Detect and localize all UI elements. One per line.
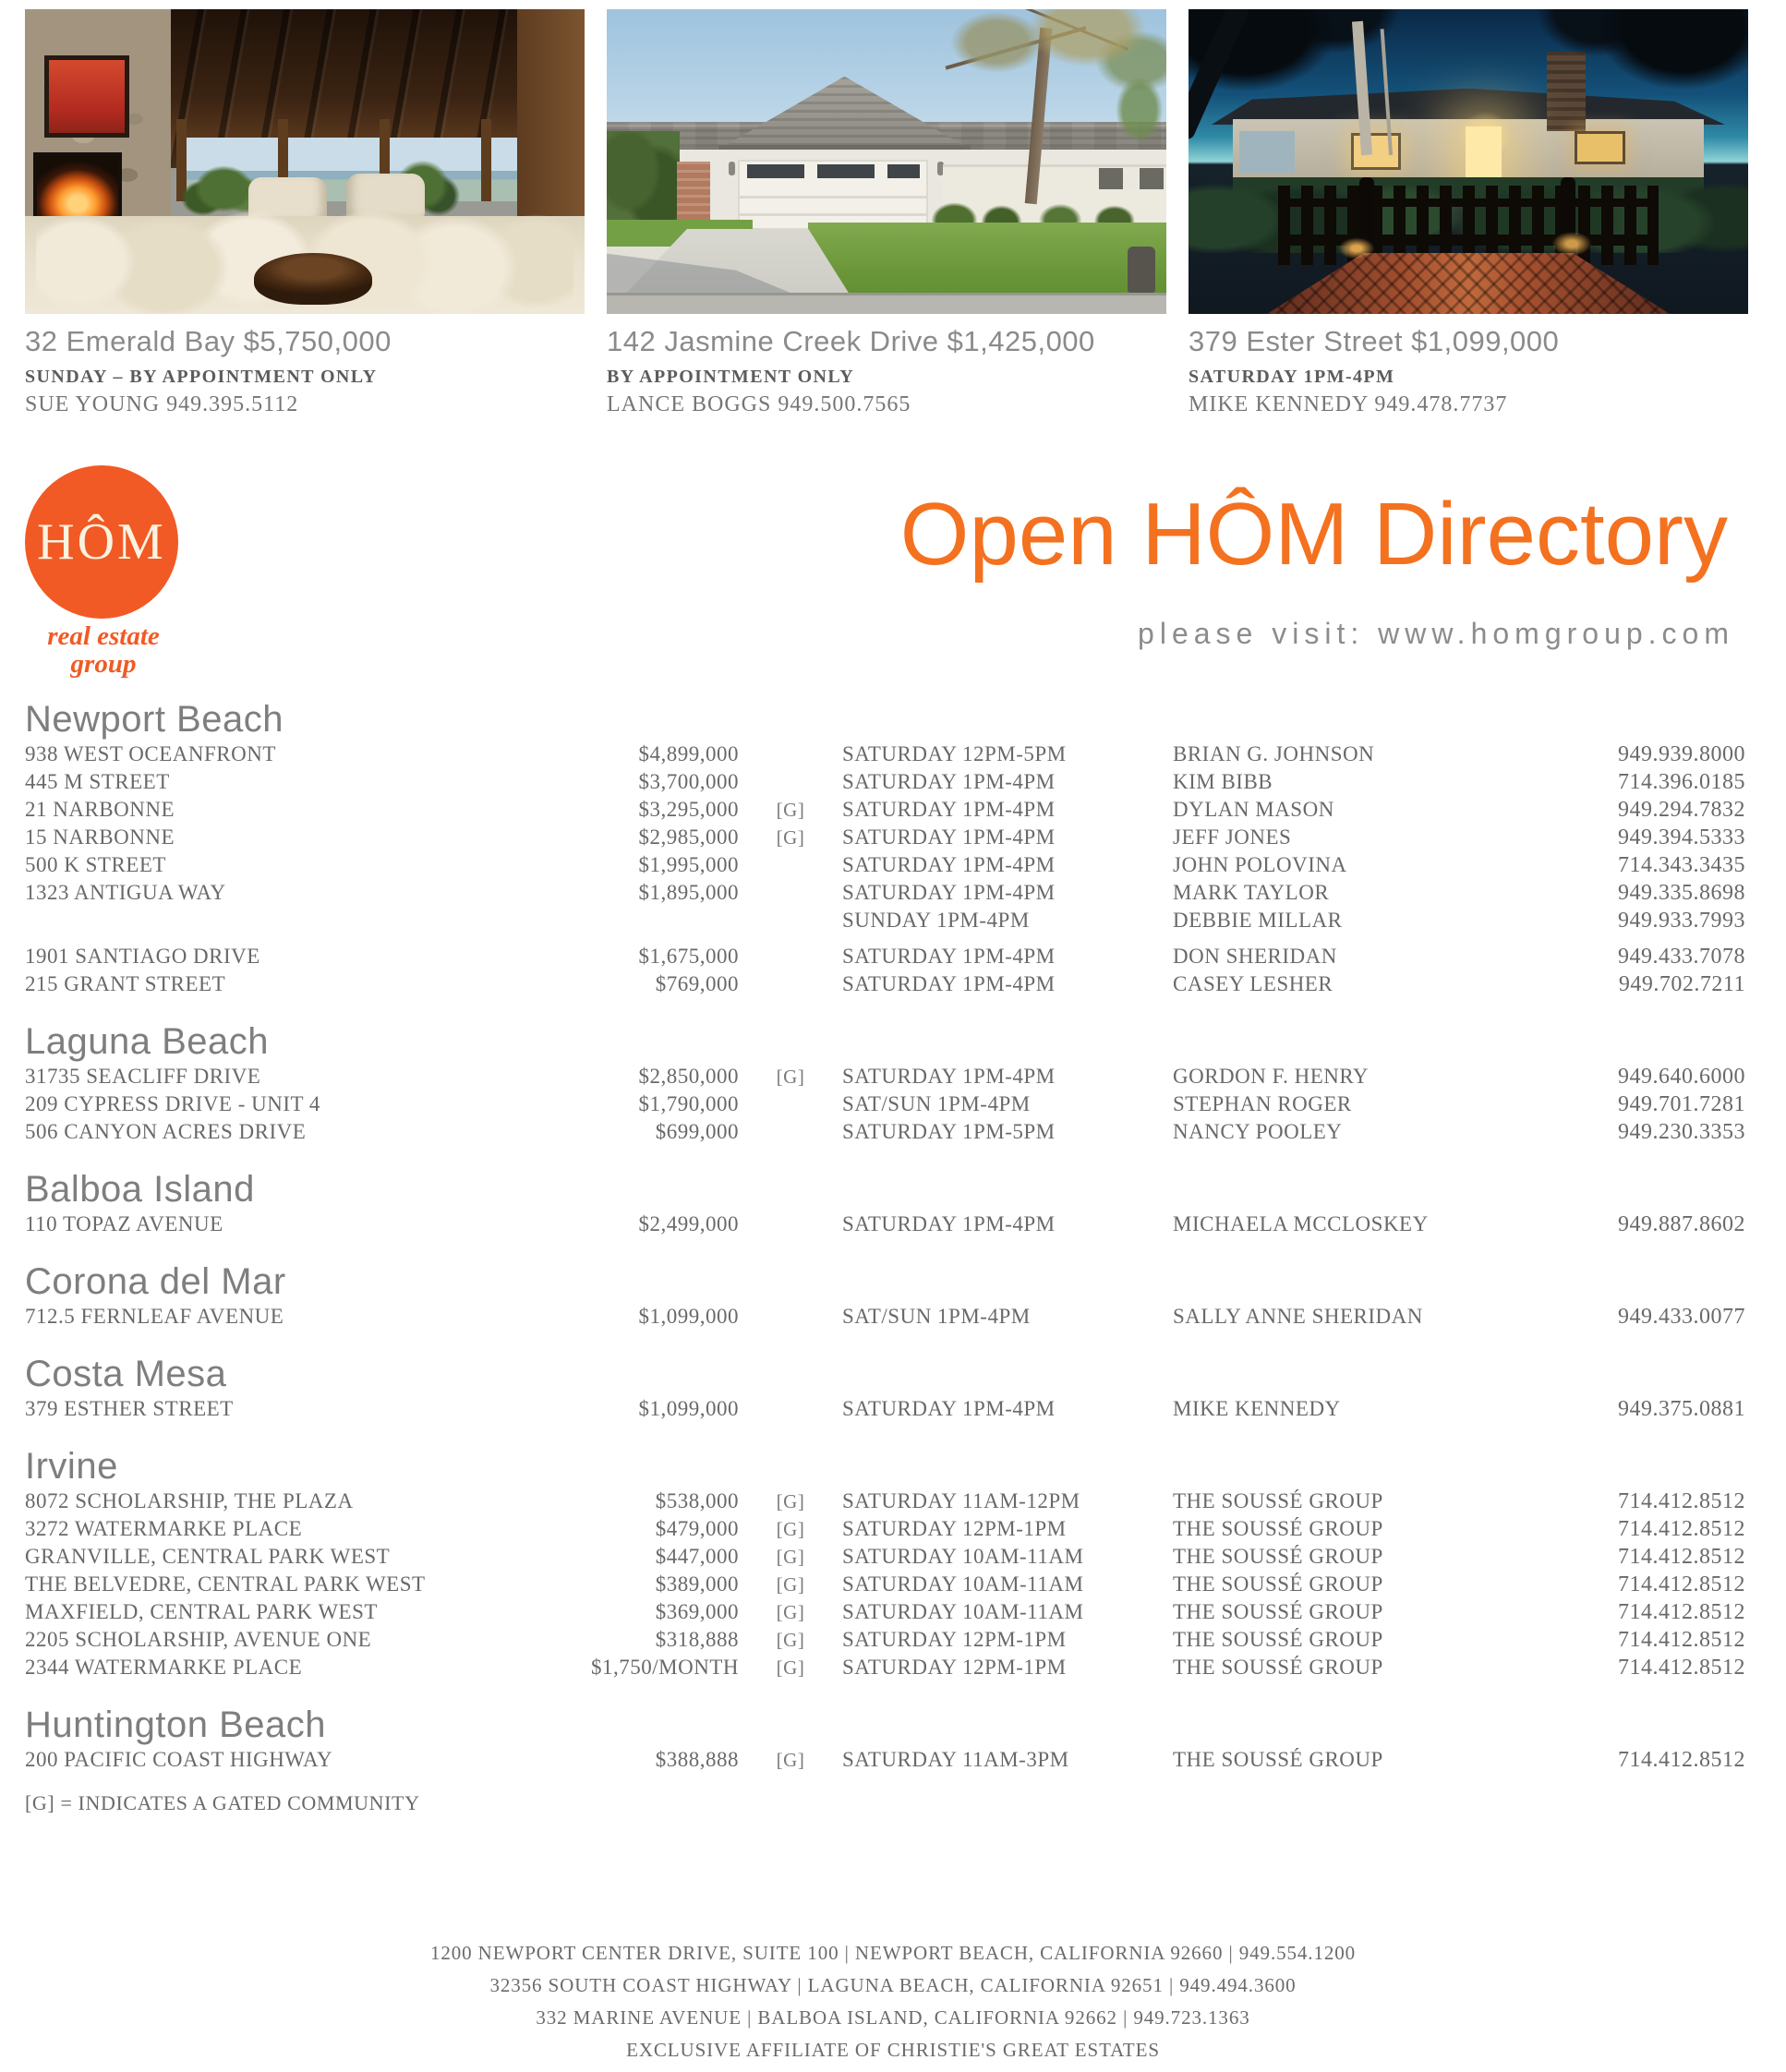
listing-agent: STEPHAN ROGER <box>1173 1092 1352 1115</box>
listing-row <box>25 1654 1745 1681</box>
caption-schedule: SUNDAY – BY APPOINTMENT ONLY <box>25 367 378 387</box>
listing-row <box>25 1626 1745 1654</box>
caption-address-price: 142 Jasmine Creek Drive $1,425,000 <box>607 325 1095 357</box>
listing-agent: DON SHERIDAN <box>1173 945 1337 968</box>
gated-badge <box>739 851 842 879</box>
listing-schedule: SAT/SUN 1PM-4PM <box>842 1092 1031 1115</box>
listing-address: 938 WEST OCEANFRONT <box>25 742 276 765</box>
logo-tagline <box>22 622 185 678</box>
listing-address: MAXFIELD, CENTRAL PARK WEST <box>25 1600 378 1623</box>
listing-price: $318,888 <box>655 1628 739 1651</box>
listing-schedule: SAT/SUN 1PM-4PM <box>842 1305 1031 1328</box>
city-section <box>25 1020 1745 1146</box>
listing-row <box>25 1746 1745 1774</box>
featured-photos <box>25 9 1748 314</box>
listing-schedule: SATURDAY 1PM-4PM <box>842 798 1056 821</box>
website-url: please visit: www.homgroup.com <box>1138 617 1734 650</box>
listing-phone: 949.335.8698 <box>1618 881 1745 905</box>
listing-schedule: SATURDAY 1PM-4PM <box>842 1212 1056 1235</box>
listing-address: 506 CANYON ACRES DRIVE <box>25 1120 307 1143</box>
listing-agent: THE SOUSSÉ GROUP <box>1173 1572 1383 1596</box>
listing-phone: 949.701.7281 <box>1618 1092 1745 1116</box>
listing-phone: 949.640.6000 <box>1618 1065 1745 1089</box>
listing-row <box>25 741 1745 768</box>
listing-phone: 949.887.8602 <box>1618 1212 1745 1236</box>
caption-agent-phone: SUE YOUNG 949.395.5112 <box>25 392 299 416</box>
gated-badge: [G] <box>776 1656 805 1679</box>
listing-schedule: SATURDAY 1PM-4PM <box>842 945 1056 968</box>
listing-row <box>25 970 1745 998</box>
gated-badge: [G] <box>776 1573 805 1596</box>
listing-price: $389,000 <box>655 1572 739 1596</box>
gated-badge <box>739 879 842 907</box>
listing-agent: BRIAN G. JOHNSON <box>1173 742 1375 765</box>
listing-phone: 714.412.8512 <box>1618 1748 1745 1772</box>
listing-address: 31735 SEACLIFF DRIVE <box>25 1065 261 1088</box>
listing-agent: THE SOUSSÉ GROUP <box>1173 1748 1383 1771</box>
listing-price: $1,790,000 <box>638 1092 739 1115</box>
city-section <box>25 1704 1745 1774</box>
footer <box>0 1937 1786 2066</box>
listing-price: $3,295,000 <box>638 798 739 821</box>
red-painting <box>44 55 129 138</box>
listing-row <box>25 943 1745 970</box>
photo-ester-street-twilight <box>1189 9 1748 314</box>
tagline-line-1: real estate <box>47 621 160 651</box>
street <box>607 295 1166 314</box>
gated-badge <box>739 970 842 998</box>
listing-phone: 714.412.8512 <box>1618 1517 1745 1541</box>
listing-address: 3272 WATERMARKE PLACE <box>25 1517 303 1540</box>
listing-phone: 714.412.8512 <box>1618 1600 1745 1624</box>
gated-badge: [G] <box>776 826 805 849</box>
listing-phone: 949.294.7832 <box>1618 798 1745 822</box>
gated-badge: [G] <box>776 1749 805 1771</box>
lit-window-right <box>1575 131 1624 164</box>
section-rows <box>25 1395 1745 1423</box>
listing-row <box>25 1118 1745 1146</box>
listing-agent: MIKE KENNEDY <box>1173 1397 1341 1420</box>
listing-price: $1,750/MONTH <box>591 1656 739 1679</box>
listing-price: $2,850,000 <box>638 1065 739 1088</box>
gated-badge <box>739 1303 842 1331</box>
path-light-right <box>1541 225 1603 262</box>
page-title: Open HÔM Directory <box>899 485 1728 584</box>
directory <box>25 698 1745 1774</box>
listing-agent: DYLAN MASON <box>1173 798 1334 821</box>
listing-price: $1,895,000 <box>638 881 739 904</box>
gated-badge <box>739 943 842 970</box>
listing-price: $769,000 <box>655 972 739 995</box>
listing-schedule: SATURDAY 10AM-11AM <box>842 1572 1084 1596</box>
listing-address: 1901 SANTIAGO DRIVE <box>25 945 260 968</box>
listing-schedule: SATURDAY 12PM-1PM <box>842 1628 1067 1651</box>
listing-row <box>25 907 1745 934</box>
listing-schedule: SATURDAY 11AM-3PM <box>842 1748 1069 1771</box>
caption-address-price: 379 Ester Street $1,099,000 <box>1189 325 1560 357</box>
listing-address: THE BELVEDRE, CENTRAL PARK WEST <box>25 1572 426 1596</box>
city-header: Corona del Mar <box>25 1261 286 1302</box>
listing-agent: THE SOUSSÉ GROUP <box>1173 1489 1383 1512</box>
listing-address: 1323 ANTIGUA WAY <box>25 881 226 904</box>
listing-price: $369,000 <box>655 1600 739 1623</box>
coffee-table <box>254 253 371 305</box>
caption-ester-street <box>1189 325 1748 417</box>
listing-price <box>565 907 739 934</box>
fence-rail-top <box>1278 199 1659 208</box>
listing-agent: MARK TAYLOR <box>1173 881 1330 904</box>
listing-address: 21 NARBONNE <box>25 798 175 821</box>
city-section <box>25 1260 1745 1331</box>
left-hedge <box>607 131 680 229</box>
gated-badge <box>739 1118 842 1146</box>
listing-agent: DEBBIE MILLAR <box>1173 909 1343 932</box>
city-header: Irvine <box>25 1446 118 1487</box>
listing-price: $699,000 <box>655 1120 739 1143</box>
right-edge-foliage <box>1099 70 1166 150</box>
hom-logo-text: HÔM <box>37 513 166 571</box>
listing-row <box>25 1571 1745 1598</box>
section-rows <box>25 741 1745 998</box>
listing-agent: CASEY LESHER <box>1173 972 1333 995</box>
city-section <box>25 1445 1745 1681</box>
section-rows <box>25 1063 1745 1146</box>
tagline-line-2: group <box>70 649 137 679</box>
footer-office-laguna: 32356 SOUTH COAST HIGHWAY | LAGUNA BEACH, CALIFORNIA 92651 | 949.494.3600 <box>489 1974 1297 1996</box>
gated-badge <box>739 1090 842 1118</box>
caption-emerald-bay <box>25 325 585 417</box>
footer-affiliate: EXCLUSIVE AFFILIATE OF CHRISTIE'S GREAT ESTATES <box>626 2039 1160 2061</box>
listing-phone: 714.412.8512 <box>1618 1628 1745 1652</box>
right-far-windows <box>1099 168 1166 189</box>
gated-badge: [G] <box>776 1629 805 1651</box>
caption-schedule: BY APPOINTMENT ONLY <box>607 367 855 387</box>
caption-jasmine-creek <box>607 325 1166 417</box>
listing-row <box>25 851 1745 879</box>
gated-badge <box>739 741 842 768</box>
listing-price: $538,000 <box>655 1489 739 1512</box>
gated-badge: [G] <box>776 1066 805 1088</box>
city-section <box>25 698 1745 998</box>
tree-canopy-right <box>1536 9 1748 131</box>
trash-bin <box>1128 247 1155 293</box>
city-header: Newport Beach <box>25 699 284 740</box>
listing-phone: 714.412.8512 <box>1618 1489 1745 1513</box>
listing-schedule: SATURDAY 12PM-1PM <box>842 1656 1067 1679</box>
footer-office-newport: 1200 NEWPORT CENTER DRIVE, SUITE 100 | NEWPORT BEACH, CALIFORNIA 92660 | 949.554.1200 <box>429 1942 1357 1964</box>
listing-address: 500 K STREET <box>25 853 166 876</box>
listing-price: $3,700,000 <box>638 770 739 793</box>
gated-badge: [G] <box>776 799 805 821</box>
listing-agent: THE SOUSSÉ GROUP <box>1173 1517 1383 1540</box>
listing-row <box>25 1303 1745 1331</box>
listing-row <box>25 796 1745 824</box>
city-header: Laguna Beach <box>25 1021 270 1062</box>
listing-schedule: SATURDAY 1PM-4PM <box>842 770 1056 793</box>
listing-phone: 714.412.8512 <box>1618 1572 1745 1596</box>
listing-address: GRANVILLE, CENTRAL PARK WEST <box>25 1545 391 1568</box>
listing-row <box>25 1063 1745 1090</box>
gated-badge: [G] <box>776 1490 805 1512</box>
listing-price: $1,099,000 <box>638 1305 739 1328</box>
caption-schedule: SATURDAY 1PM-4PM <box>1189 367 1395 387</box>
section-rows <box>25 1488 1745 1681</box>
listing-price: $447,000 <box>655 1545 739 1568</box>
caption-address-price: 32 Emerald Bay $5,750,000 <box>25 325 392 357</box>
footer-office-balboa: 332 MARINE AVENUE | BALBOA ISLAND, CALIFORNIA 92662 | 949.723.1363 <box>536 2006 1250 2029</box>
city-header: Costa Mesa <box>25 1354 227 1394</box>
listing-schedule: SATURDAY 10AM-11AM <box>842 1600 1084 1623</box>
listing-agent: JEFF JONES <box>1173 825 1292 849</box>
listing-agent: THE SOUSSÉ GROUP <box>1173 1600 1383 1623</box>
listing-address: 712.5 FERNLEAF AVENUE <box>25 1305 284 1328</box>
listing-schedule: SUNDAY 1PM-4PM <box>842 909 1030 932</box>
listing-agent: SALLY ANNE SHERIDAN <box>1173 1305 1423 1328</box>
listing-address <box>25 907 565 934</box>
listing-agent: NANCY POOLEY <box>1173 1120 1343 1143</box>
section-rows <box>25 1303 1745 1331</box>
section-rows <box>25 1211 1745 1238</box>
listing-phone: 949.933.7993 <box>1618 909 1745 933</box>
garage-windows <box>747 164 921 178</box>
listing-price: $4,899,000 <box>638 742 739 765</box>
gated-badge <box>739 1395 842 1423</box>
listing-row <box>25 879 1745 907</box>
listing-price: $1,099,000 <box>638 1397 739 1420</box>
listing-address: 15 NARBONNE <box>25 825 175 849</box>
listing-row <box>25 1211 1745 1238</box>
photo-emerald-bay-living-room <box>25 9 585 314</box>
garage-panel-lines <box>738 181 928 228</box>
gated-badge: [G] <box>776 1518 805 1540</box>
section-rows <box>25 1746 1745 1774</box>
listing-agent: KIM BIBB <box>1173 770 1273 793</box>
listing-address: 110 TOPAZ AVENUE <box>25 1212 223 1235</box>
listing-row <box>25 1598 1745 1626</box>
listing-schedule: SATURDAY 1PM-4PM <box>842 972 1056 995</box>
listing-phone: 714.343.3435 <box>1618 853 1745 877</box>
listing-row <box>25 1090 1745 1118</box>
listing-agent: JOHN POLOVINA <box>1173 853 1347 876</box>
listing-schedule: SATURDAY 1PM-4PM <box>842 825 1056 849</box>
listing-phone: 949.939.8000 <box>1618 742 1745 766</box>
listing-row <box>25 1515 1745 1543</box>
gated-badge: [G] <box>776 1601 805 1623</box>
listing-agent: MICHAELA MCCLOSKEY <box>1173 1212 1429 1235</box>
listing-phone: 949.375.0881 <box>1618 1397 1745 1421</box>
gated-badge <box>739 768 842 796</box>
listing-schedule: SATURDAY 1PM-4PM <box>842 1397 1056 1420</box>
listing-phone: 949.433.0077 <box>1618 1305 1745 1329</box>
city-header: Balboa Island <box>25 1169 255 1210</box>
listing-address: 8072 SCHOLARSHIP, THE PLAZA <box>25 1489 354 1512</box>
photo-jasmine-creek-exterior <box>607 9 1166 314</box>
wall-lamp-left <box>729 162 736 175</box>
listing-schedule: SATURDAY 12PM-5PM <box>842 742 1067 765</box>
listing-schedule: SATURDAY 1PM-5PM <box>842 1120 1056 1143</box>
listing-price: $2,985,000 <box>638 825 739 849</box>
listing-phone: 714.412.8512 <box>1618 1545 1745 1569</box>
listing-row <box>25 768 1745 796</box>
gated-badge: [G] <box>776 1546 805 1568</box>
listing-price: $1,995,000 <box>638 853 739 876</box>
listing-address: 200 PACIFIC COAST HIGHWAY <box>25 1748 333 1771</box>
listing-row <box>25 1543 1745 1571</box>
listing-phone: 949.230.3353 <box>1618 1120 1745 1144</box>
listing-price: $1,675,000 <box>638 945 739 968</box>
city-section <box>25 1353 1745 1423</box>
gated-badge <box>739 1211 842 1238</box>
lit-window-left <box>1351 133 1401 171</box>
listing-phone: 949.702.7211 <box>1618 972 1745 996</box>
listing-phone: 714.396.0185 <box>1618 770 1745 794</box>
path-light-left <box>1329 232 1385 265</box>
listing-schedule: SATURDAY 12PM-1PM <box>842 1517 1067 1540</box>
listing-row <box>25 1395 1745 1423</box>
listing-price: $388,888 <box>655 1748 739 1771</box>
listing-price: $479,000 <box>655 1517 739 1540</box>
hom-logo <box>25 465 178 619</box>
listing-agent: THE SOUSSÉ GROUP <box>1173 1628 1383 1651</box>
listing-row <box>25 1488 1745 1515</box>
listing-schedule: SATURDAY 1PM-4PM <box>842 853 1056 876</box>
listing-agent: GORDON F. HENRY <box>1173 1065 1370 1088</box>
city-header: Huntington Beach <box>25 1705 327 1745</box>
listing-schedule: SATURDAY 10AM-11AM <box>842 1545 1084 1568</box>
listing-phone: 714.412.8512 <box>1618 1656 1745 1680</box>
gated-badge <box>739 907 842 934</box>
listing-address: 2344 WATERMARKE PLACE <box>25 1656 303 1679</box>
listing-agent: THE SOUSSÉ GROUP <box>1173 1545 1383 1568</box>
photo-captions <box>25 325 1748 417</box>
gated-legend: [G] = INDICATES A GATED COMMUNITY <box>25 1791 420 1814</box>
city-section <box>25 1168 1745 1238</box>
listing-schedule: SATURDAY 11AM-12PM <box>842 1489 1080 1512</box>
listing-address: 379 ESTHER STREET <box>25 1397 234 1420</box>
listing-row <box>25 824 1745 851</box>
caption-agent-phone: MIKE KENNEDY 949.478.7737 <box>1189 392 1508 416</box>
listing-price: $2,499,000 <box>638 1212 739 1235</box>
listing-address: 215 GRANT STREET <box>25 972 226 995</box>
listing-address: 445 M STREET <box>25 770 170 793</box>
listing-phone: 949.433.7078 <box>1618 945 1745 969</box>
listing-phone: 949.394.5333 <box>1618 825 1745 849</box>
listing-address: 209 CYPRESS DRIVE - UNIT 4 <box>25 1092 320 1115</box>
listing-schedule: SATURDAY 1PM-4PM <box>842 1065 1056 1088</box>
listing-agent: THE SOUSSÉ GROUP <box>1173 1656 1383 1679</box>
listing-schedule: SATURDAY 1PM-4PM <box>842 881 1056 904</box>
caption-agent-phone: LANCE BOGGS 949.500.7565 <box>607 392 911 416</box>
listing-address: 2205 SCHOLARSHIP, AVENUE ONE <box>25 1628 372 1651</box>
